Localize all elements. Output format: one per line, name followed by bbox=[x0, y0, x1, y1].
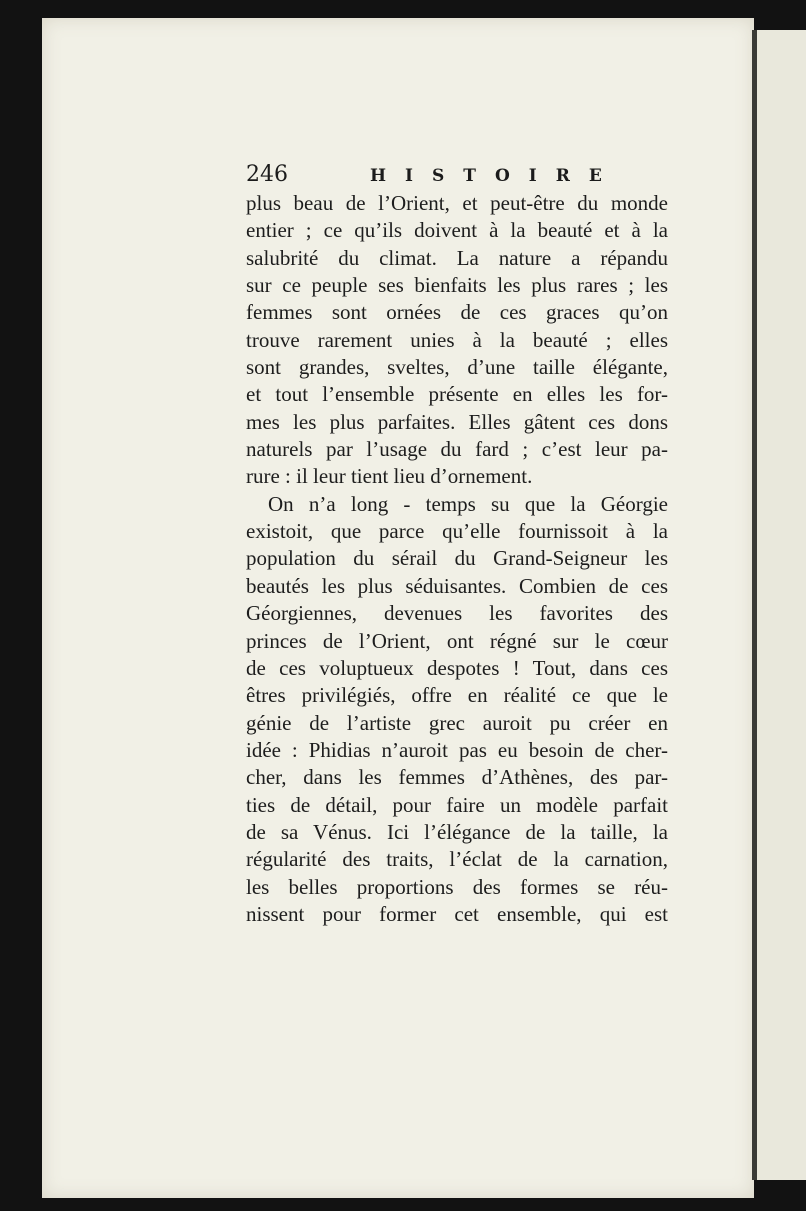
text-line: êtres privilégiés, offre en réalité ce que le bbox=[246, 683, 668, 708]
text-line: idée : Phidias n’auroit pas eu besoin de cher- bbox=[246, 737, 668, 762]
text-line: trouve rarement unies à la beauté ; elles bbox=[246, 327, 668, 352]
page-header bbox=[246, 162, 686, 192]
text-line: rure : il leur tient lieu d’ornement. bbox=[246, 464, 533, 489]
text-line: salubrité du climat. La nature a répandu bbox=[246, 245, 668, 270]
text-line: génie de l’artiste grec auroit pu créer en bbox=[246, 710, 668, 735]
text-line: plus beau de l’Orient, et peut-être du monde bbox=[246, 191, 668, 215]
text-line: femmes sont ornées de ces graces qu’on bbox=[246, 300, 668, 325]
facing-page-edge bbox=[752, 30, 806, 1180]
text-line: naturels par l’usage du fard ; c’est leur pa- bbox=[246, 437, 668, 462]
text-line: les belles proportions des formes se réu- bbox=[246, 874, 668, 899]
text-line: princes de l’Orient, ont régné sur le cœur bbox=[246, 628, 668, 653]
text-line: mes les plus parfaites. Elles gâtent ces dons bbox=[246, 409, 668, 434]
text-line: existoit, que parce qu’elle fournissoit à la bbox=[246, 519, 668, 544]
text-line: et tout l’ensemble présente en elles les for- bbox=[246, 382, 668, 407]
text-line: sont grandes, sveltes, d’une taille élégante, bbox=[246, 355, 668, 380]
text-line: régularité des traits, l’éclat de la carnation, bbox=[246, 847, 668, 872]
text-line: de ces voluptueux despotes ! Tout, dans ces bbox=[246, 655, 668, 680]
page-number: 246 bbox=[246, 162, 288, 187]
text-line: de sa Vénus. Ici l’élégance de la taille, la bbox=[246, 819, 668, 844]
running-title: HISTOIRE bbox=[370, 166, 621, 186]
text-line: nissent pour former cet ensemble, qui est bbox=[246, 901, 668, 926]
text-line: On n’a long - temps su que la Géorgie bbox=[268, 491, 668, 516]
body-text bbox=[246, 190, 668, 928]
text-line: population du sérail du Grand-Seigneur les bbox=[246, 546, 668, 571]
text-line: ties de détail, pour faire un modèle parfait bbox=[246, 792, 668, 817]
text-line: sur ce peuple ses bienfaits les plus rares ; les bbox=[246, 273, 668, 298]
text-line: beautés les plus séduisantes. Combien de ces bbox=[246, 573, 668, 598]
text-line: Géorgiennes, devenues les favorites des bbox=[246, 601, 668, 626]
text-line: cher, dans les femmes d’Athènes, des par- bbox=[246, 765, 668, 790]
text-line: entier ; ce qu’ils doivent à la beauté et à la bbox=[246, 218, 668, 243]
